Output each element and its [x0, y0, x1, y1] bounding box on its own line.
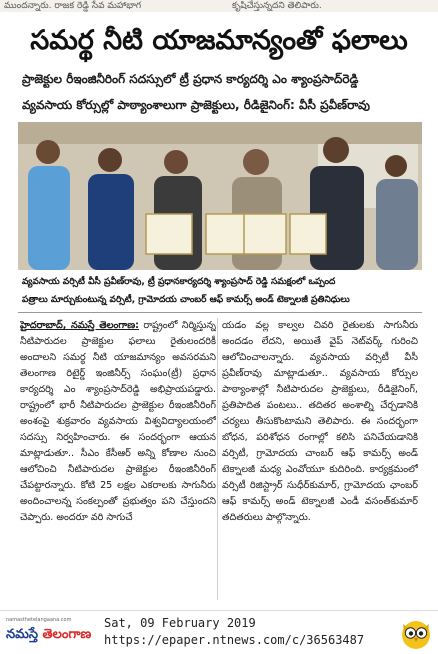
- logo-website-text: namasthetelangaana.com: [6, 617, 72, 623]
- edition-date: Sat, 09 February 2019: [104, 616, 256, 630]
- top-strip-left-text: ముందన్నారు. రాజక రెడ్డి సేవ మహాభాగ: [4, 1, 142, 11]
- newspaper-logo: [6, 619, 98, 647]
- article-dateline: హైదరాబాద్, నమస్తే తెలంగాణ:: [20, 320, 139, 331]
- subheadline-2: వ్యవసాయ కోర్సుల్లో పాఠ్యాంశాలుగా ప్రాజెక్టులు, రీడిజైనింగ్: వీసీ ప్రవీణ్‌రావు: [22, 98, 370, 112]
- article-paragraph-left: [20, 318, 216, 526]
- article-column-right: [222, 318, 418, 602]
- news-photo: [18, 122, 422, 270]
- photo-caption-line-1: వ్యవసాయ వర్సిటీ వీసీ ప్రవీణ్‌రావు, ట్రీ ప్రధానకార్యదర్శి శ్యాంప్రసాద్ రెడ్డి సమక్షంలో ఒప్పంద: [22, 277, 336, 287]
- article-body-left: రాష్ట్రంలో నిర్మిస్తున్న నీటిపారుదల ప్రాజెక్టుల ఫలాలు రైతులందరికీ అందాలని సమర్థ నీటి యాజమాన్యం అవసరమని తెలంగాణ రిటైర్డ్ ఇంజినీర్స్ సంఘం(ట్రీ) ప్రధాన కార్యదర్శి ఎం శ్యాంప్రసాద్‌రెడ్డి అభిప్రాయపడ్డారు. రాష్ట్రంలో భారీ నీటిపారుదల ప్రాజెక్టుల రీఇంజినీరింగ్ అంశంపై శుక్రవారం వ్యవసాయ విశ్వవిద్యాలయంలో సదస్సు నిర్వహించారు. ఈ సందర్భంగా ఆయన మాట్లాడుతూ.. సీఎం కేసీఆర్ అన్ని కోణాల నుంచి ఆలోచించి నీటిపారుదల ప్రాజెక్టుల రీఇంజినీరింగ్ చేపట్టారన్నారు. కోటి 25 లక్షల ఎకరాలకు సాగునీరు అందించాలన్న సంకల్పంతో ప్రభుత్వం పని చేస్తుందని చెప్పారు. అందరూ వరి సాగుచే: [20, 320, 216, 523]
- logo-wordmark: [6, 625, 91, 645]
- article-headline: సమర్థ నీటి యాజమాన్యంతో ఫలాలు: [30, 25, 408, 56]
- top-strip: [0, 0, 438, 12]
- news-photo-illustration: [18, 122, 422, 270]
- top-strip-right-text: కృషిచేస్తున్నదని తెలిపారు.: [232, 1, 322, 11]
- owl-mascot-icon: [400, 616, 432, 650]
- footer: [0, 610, 438, 654]
- epaper-url-link[interactable]: https://epaper.ntnews.com/c/36563487: [104, 633, 365, 647]
- subheadline-1: ప్రాజెక్టుల రీఇంజినీరింగ్ సదస్సులో ట్రీ ప్రధాన కార్యదర్శి ఎం శ్యాంప్రసాద్‌రెడ్డి: [22, 72, 359, 86]
- logo-part-1: నమస్తే: [6, 627, 39, 642]
- divider: [18, 312, 422, 313]
- column-divider: [217, 318, 218, 600]
- article-column-left: [20, 318, 216, 602]
- article-body-right: యడం వల్ల కాల్వల చివరి రైతులకు సాగునీరు అందడం లేదని, అయితే వైప్ నెట్‌వర్క్ గురించి ఆలోచించాలన్నారు. వ్యవసాయ వర్సిటీ వీసీ ప్రవీణ్‌రావు మాట్లాడుతూ.. వ్యవసాయ కోర్సుల పాఠ్యాంశాల్లో నీటిపారుదల ప్రాజెక్టులు, రీడిజైనింగ్, ప్రతిపాదిత పంటలు.. తదితర అంశాల్ని చేర్చడానికి చర్యలు తీసుకొంటామని తెలిపారు. ఈ సందర్భంగా బోధన, పరిశోధన రంగాల్లో కలిసి పనిచేయడానికి వర్సిటీ, గ్రామోదయ చాంబర్ ఆఫ్ కామర్స్ అండ్ టెక్నాలజీ మధ్య ఎంవోయూ కుదిరింది. కార్యక్రమంలో వర్సిటీ రిజిస్ట్రార్ సుధీర్‌కుమార్, గ్రామోదయ ఛాంబర్ ఆఫ్ కామర్స్ అండ్ టెక్నాలజీ ఎండీ వసంత్‌కుమార్ తదితరులు పాల్గొన్నారు.: [222, 320, 418, 523]
- photo-caption-line-2: పత్రాలు మార్చుకుంటున్న వర్సిటీ, గ్రామోదయ చాంబర్ ఆఫ్ కామర్స్ అండ్ టెక్నాలజీ ప్రతినిధులు: [22, 295, 350, 305]
- logo-part-2: తెలంగాణ: [42, 627, 92, 642]
